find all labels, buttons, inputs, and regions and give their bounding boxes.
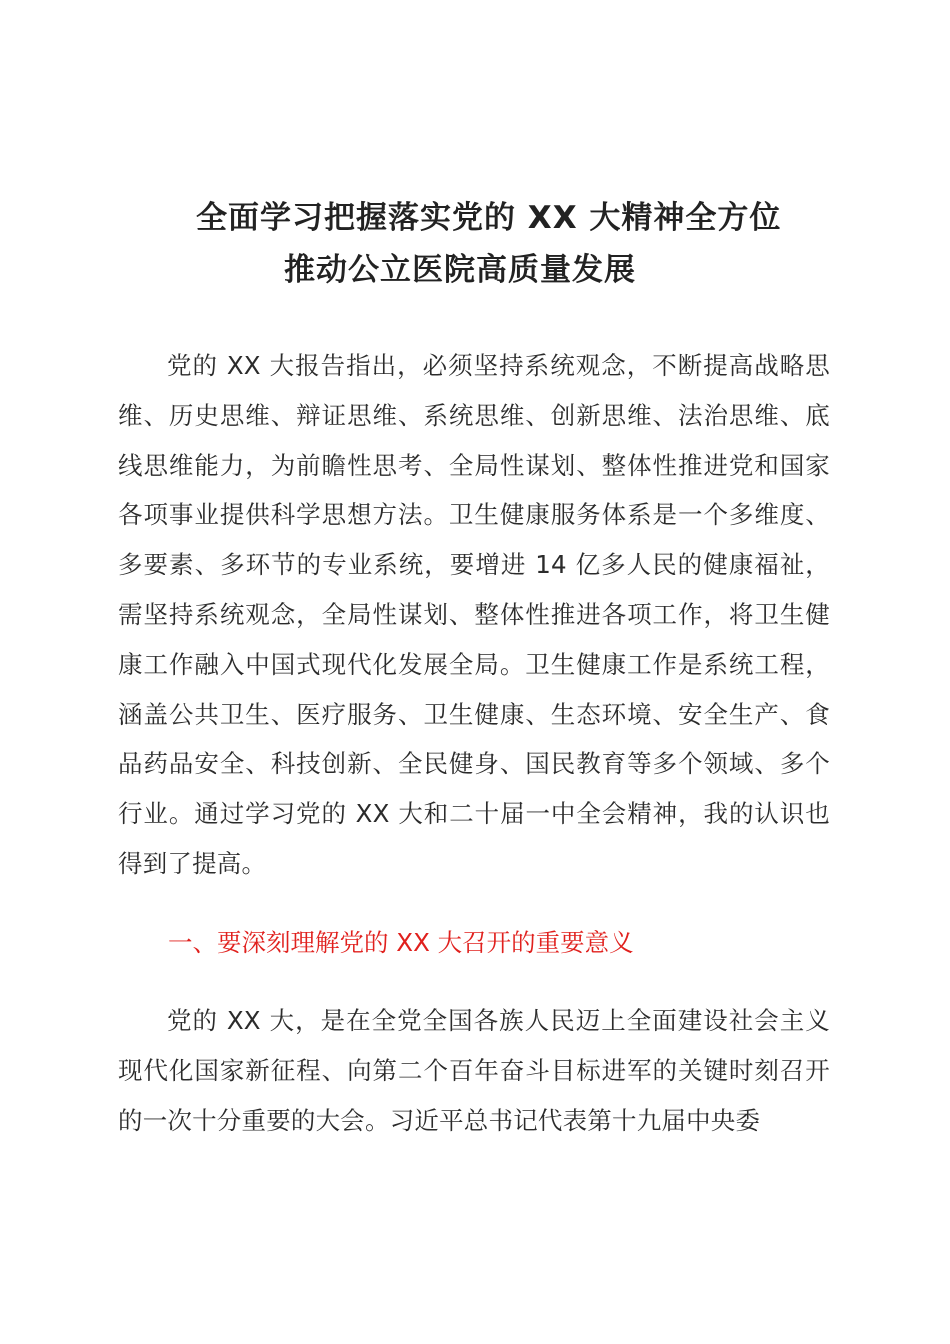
title-line-2: 推动公立医院高质量发展 [284, 252, 636, 288]
body-paragraph-1: 党的 XX 大报告指出，必须坚持系统观念，不断提高战略思维、历史思维、辩证思维、系统思维、创新思维、法治思维、底线思维能力，为前瞻性思考、全局性谋划、整体性推进党和国家各项事业提供科学思想方法。卫生健康服务体系是一个多维度、多要素、多环节的专业系统，要增进 14 亿多人民的健康福祉，需坚持系统观念，全局性谋划、整体性推进各项工作，将卫生健康工作融入中国式现代化发展全局。卫生健康工作是系统工程，涵盖公共卫生、医疗服务、卫生健康、生态环境、安全生产、食品药品安全、科技创新、全民健身、国民教育等多个领域、多个行业。通过学习党的 XX 大和二十届一中全会精神，我的认识也得到了提高。 [118, 351, 830, 878]
document-title [120, 192, 830, 296]
body-paragraph-2: 党的 XX 大，是在全党全国各族人民迈上全面建设社会主义现代化国家新征程、向第二个百年奋斗目标进军的关键时刻召开的一次十分重要的大会。习近平总书记代表第十九届中央委 [118, 1006, 830, 1135]
title-line-1: 全面学习把握落实党的 XX 大精神全方位 [196, 200, 782, 236]
section-heading-1: 一、要深刻理解党的 XX 大召开的重要意义 [168, 928, 634, 957]
